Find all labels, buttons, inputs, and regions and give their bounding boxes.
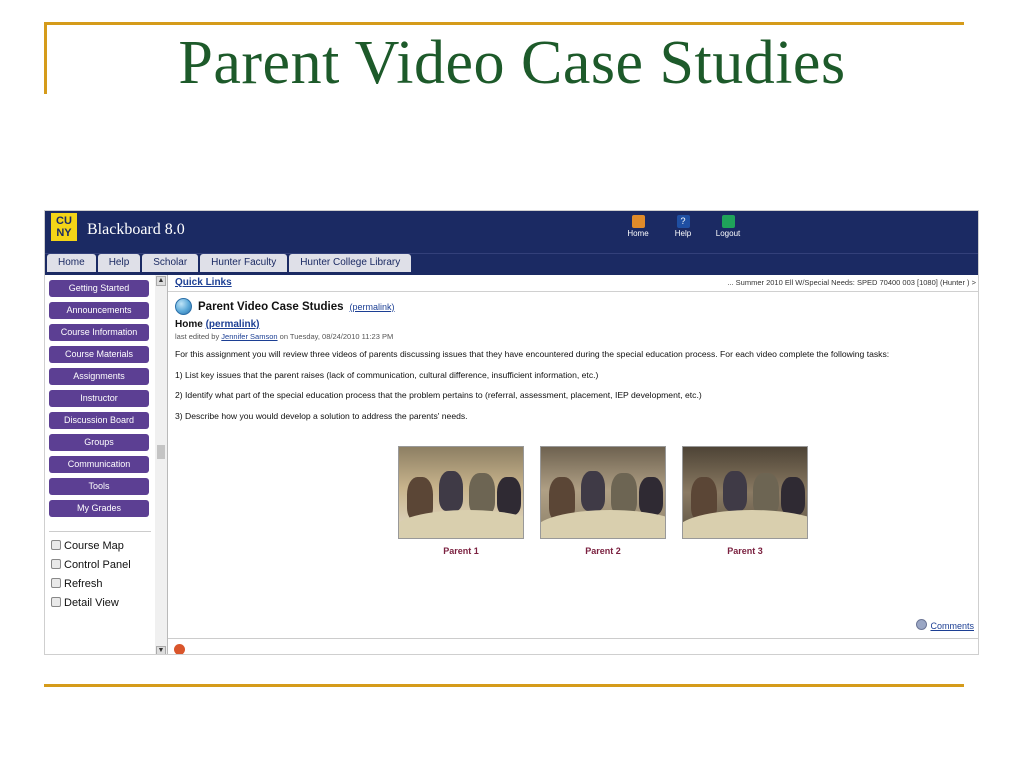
detail-view-label: Detail View	[64, 597, 119, 609]
slide-bottom-rule	[44, 684, 964, 687]
cuny-logo-icon	[51, 213, 77, 241]
comments-row[interactable]	[916, 619, 974, 631]
assignment-task-2: 2) Identify what part of the special education process that the problem pertains to (referral, assessment, placement, IEP development, etc.)	[175, 390, 702, 401]
sidebar-item-getting-started[interactable]: Getting Started	[49, 280, 149, 297]
content-title-row	[168, 292, 978, 315]
refresh-label: Refresh	[64, 578, 103, 590]
blackboard-body	[45, 275, 978, 655]
sidebar-item-groups[interactable]: Groups	[49, 434, 149, 451]
home-permalink-link[interactable]: (permalink)	[205, 319, 260, 330]
breadcrumb: ... Summer 2010 Ell W/Special Needs: SPED 70400 003 [1080] (Hunter ) >	[727, 278, 976, 287]
video-thumbnail-parent-1[interactable]	[398, 446, 524, 539]
assignment-intro: For this assignment you will review three videos of parents discussing issues that they have encountered during the special education process. For each video complete the following tasks:	[175, 349, 890, 359]
video-caption-row	[168, 539, 978, 556]
home-icon	[632, 215, 645, 228]
status-icon	[174, 644, 185, 655]
scroll-up-icon[interactable]: ▲	[157, 277, 165, 284]
sidebar-item-communication[interactable]: Communication	[49, 456, 149, 473]
sidebar-item-assignments[interactable]: Assignments	[49, 368, 149, 385]
tab-home[interactable]: Home	[47, 254, 96, 272]
assignment-task-1: 1) List key issues that the parent raises (lack of communication, cultural difference, insufficient information, etc.)	[175, 369, 599, 380]
home-button[interactable]	[620, 215, 656, 238]
globe-icon	[175, 298, 192, 315]
sidebar-item-tools[interactable]: Tools	[49, 478, 149, 495]
control-panel-icon	[51, 559, 61, 569]
content-title: Parent Video Case Studies	[198, 300, 344, 313]
video-thumbnail-parent-3[interactable]	[682, 446, 808, 539]
tab-hunter-faculty[interactable]: Hunter Faculty	[200, 254, 287, 272]
sidebar-item-discussion-board[interactable]: Discussion Board	[49, 412, 149, 429]
sidebar-item-course-information[interactable]: Course Information	[49, 324, 149, 341]
video-caption-parent-2: Parent 2	[585, 545, 621, 556]
logout-button[interactable]	[710, 215, 746, 238]
scroll-down-icon[interactable]: ▼	[157, 647, 165, 654]
header-tools	[620, 215, 746, 238]
quick-links-bar	[168, 275, 978, 292]
menu-scrollbar[interactable]	[155, 275, 168, 655]
tab-help[interactable]: Help	[98, 254, 141, 272]
cuny-logo-line1: CU	[56, 215, 72, 227]
tab-hunter-college-library[interactable]: Hunter College Library	[289, 254, 411, 272]
comments-link[interactable]: Comments	[930, 621, 974, 631]
product-title: Blackboard 8.0	[87, 221, 185, 238]
blackboard-header	[45, 211, 978, 253]
last-edited-suffix: on Tuesday, 08/24/2010 11:23 PM	[277, 332, 394, 341]
video-thumbnail-row	[168, 422, 978, 539]
video-caption-parent-1: Parent 1	[443, 545, 479, 556]
refresh-link[interactable]	[45, 574, 155, 593]
course-map-link[interactable]	[45, 536, 155, 555]
page-title: Parent Video Case Studies	[178, 29, 846, 97]
control-panel-label: Control Panel	[64, 559, 131, 571]
detail-view-link[interactable]	[45, 593, 155, 612]
video-thumbnail-parent-2[interactable]	[540, 446, 666, 539]
quick-links-link[interactable]: Quick Links	[175, 277, 232, 288]
slide-top-rule	[44, 22, 964, 25]
sidebar-item-course-materials[interactable]: Course Materials	[49, 346, 149, 363]
course-menu	[45, 275, 156, 655]
cuny-logo-line2: NY	[56, 227, 72, 239]
home-button-label: Home	[627, 229, 649, 238]
page-permalink-link[interactable]: (permalink)	[349, 301, 395, 312]
sidebar-item-instructor[interactable]: Instructor	[49, 390, 149, 407]
global-tab-bar	[45, 253, 978, 275]
content-bottom-divider	[168, 638, 978, 639]
refresh-icon	[51, 578, 61, 588]
last-edited-prefix: last edited by	[175, 332, 222, 341]
tab-scholar[interactable]: Scholar	[142, 254, 198, 272]
help-button[interactable]	[665, 215, 701, 238]
comments-icon	[916, 619, 927, 630]
assignment-task-3: 3) Describe how you would develop a solution to address the parents' needs.	[175, 411, 468, 422]
video-caption-parent-3: Parent 3	[727, 545, 763, 556]
last-edited-line	[168, 330, 978, 341]
help-button-label: Help	[674, 229, 692, 238]
course-map-label: Course Map	[64, 540, 124, 552]
help-icon: ?	[677, 215, 690, 228]
home-breadcrumb-line	[168, 315, 978, 330]
sidebar-item-announcements[interactable]: Announcements	[49, 302, 149, 319]
control-panel-link[interactable]	[45, 555, 155, 574]
sidebar-item-my-grades[interactable]: My Grades	[49, 500, 149, 517]
home-label: Home	[175, 319, 203, 330]
content-pane	[168, 275, 978, 655]
blackboard-screenshot	[44, 210, 979, 655]
logout-button-label: Logout	[715, 229, 741, 238]
detail-view-icon	[51, 597, 61, 607]
course-menu-divider	[49, 531, 151, 532]
scrollbar-thumb[interactable]	[157, 445, 165, 459]
logout-icon	[722, 215, 735, 228]
last-edited-author-link[interactable]: Jennifer Samson	[221, 332, 278, 341]
course-map-icon	[51, 540, 61, 550]
